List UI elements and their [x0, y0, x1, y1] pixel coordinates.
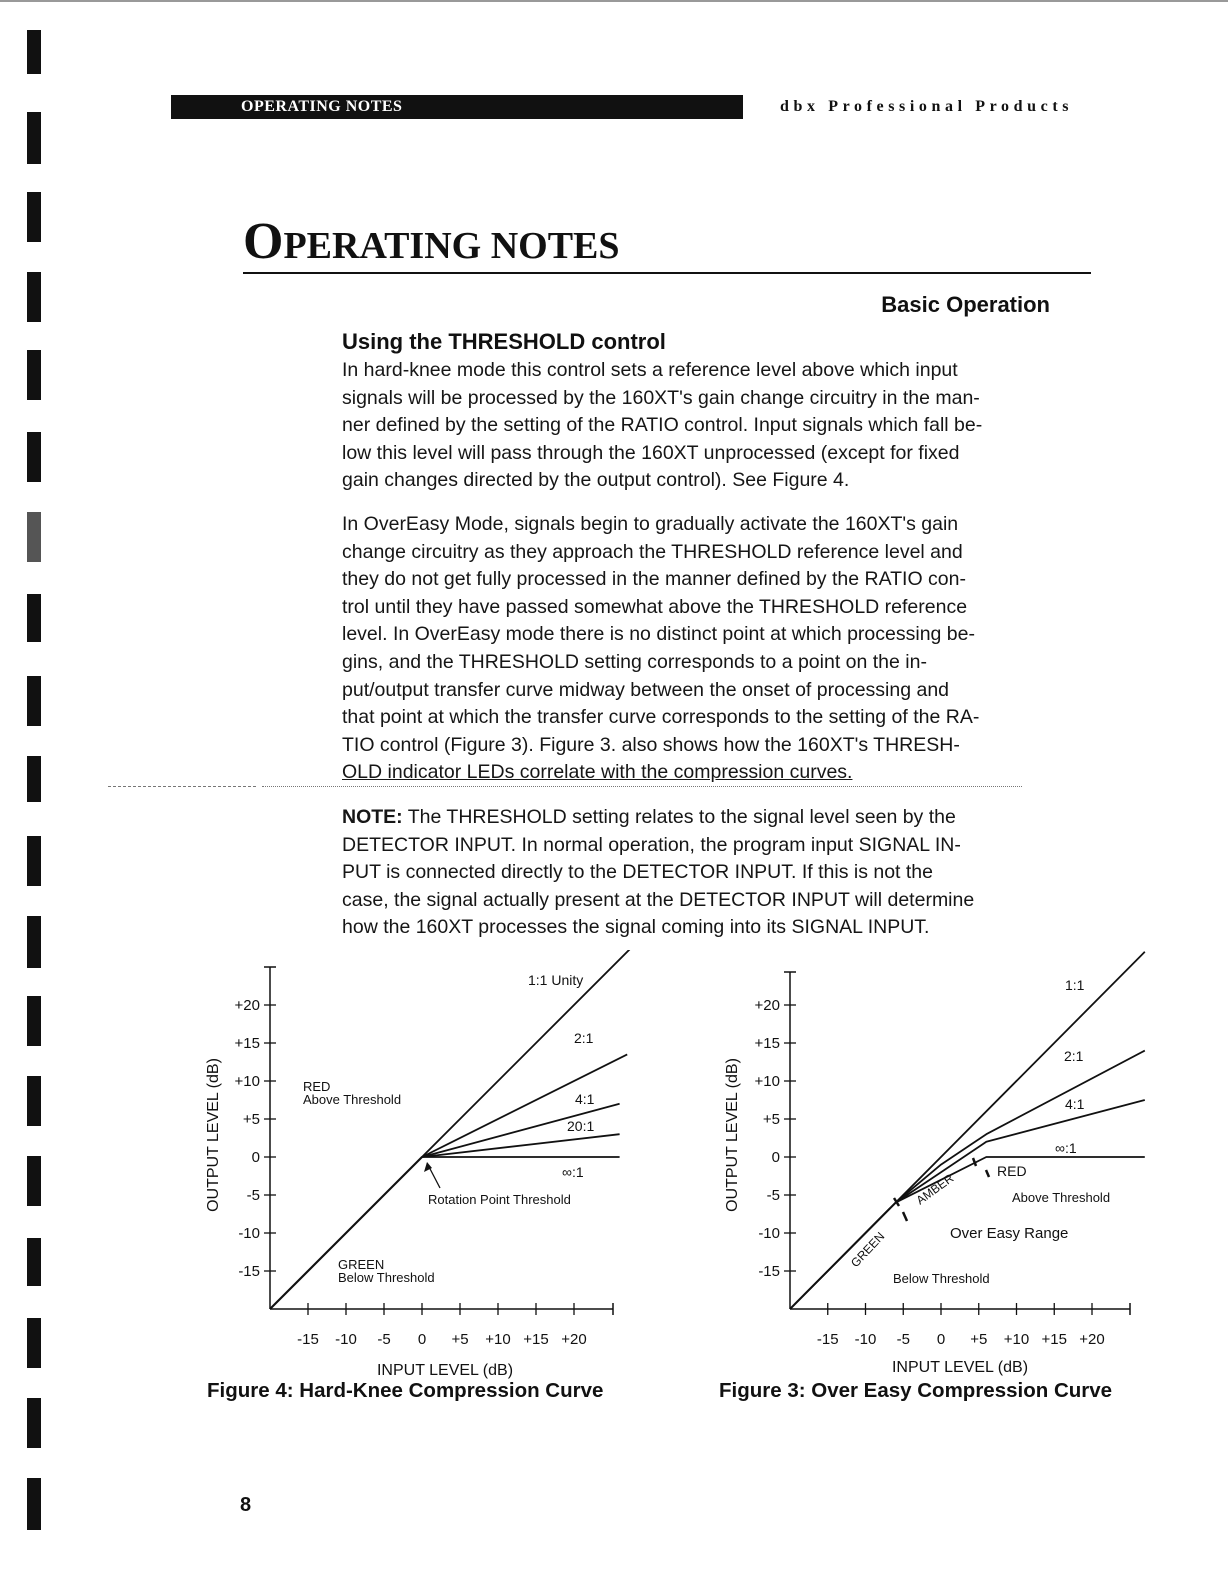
- figure-3-y-label: OUTPUT LEVEL (dB): [724, 1058, 741, 1212]
- x-tick-label: +15: [1041, 1331, 1067, 1348]
- x-tick-label: +20: [1079, 1331, 1105, 1348]
- binder-mark: [27, 1156, 41, 1206]
- binder-mark: [27, 432, 41, 482]
- paragraph-line: In OverEasy Mode, signals begin to gradually activate the 160XT's gain: [342, 513, 959, 535]
- page-title-cap: O: [243, 213, 284, 270]
- x-tick-label: -5: [896, 1331, 910, 1348]
- x-tick-label: -5: [377, 1331, 391, 1348]
- y-tick-label: -5: [246, 1187, 260, 1204]
- led-tick: [903, 1212, 907, 1221]
- paragraph-line: PUT is connected directly to the DETECTOR INPUT. If this is not the: [342, 861, 933, 884]
- paragraph-line: case, the signal actually present at the DETECTOR INPUT will determine: [342, 888, 975, 911]
- binder-mark: [27, 1318, 41, 1368]
- paragraph-line: that point at which the transfer curve corresponds to the setting of the RA-: [342, 706, 980, 729]
- label-2-1: 2:1: [574, 1030, 594, 1046]
- paragraph-line: they do not get fully processed in the manner defined by the RATIO con-: [342, 568, 966, 591]
- scan-edge: [0, 0, 1228, 2]
- binder-mark: [27, 996, 41, 1046]
- label-red: RED: [303, 1079, 331, 1094]
- label-green: GREEN: [847, 1229, 888, 1271]
- y-tick-label: +10: [234, 1073, 260, 1090]
- binder-mark: [27, 836, 41, 886]
- y-tick-label: -10: [238, 1225, 260, 1242]
- figure-4-caption: Figure 4: Hard-Knee Compression Curve: [207, 1379, 604, 1402]
- x-tick-label: -15: [297, 1331, 319, 1348]
- y-tick-label: 0: [251, 1149, 260, 1166]
- paragraph-line: low this level will pass through the 160XT unprocessed (except for fixed: [342, 441, 960, 464]
- figure-4-chart: [195, 950, 645, 1382]
- binder-mark: [27, 756, 41, 802]
- paragraph-line: OLD indicator LEDs correlate with the compression curves.: [342, 761, 853, 784]
- x-tick-label: 0: [417, 1331, 427, 1348]
- paragraph-line: trol until they have passed somewhat above the THRESHOLD reference: [342, 595, 968, 618]
- paragraph-line: gins, and the THRESHOLD setting corresponds to a point on the in-: [342, 650, 927, 673]
- x-tick-label: +20: [561, 1331, 587, 1348]
- y-tick-label: -15: [238, 1263, 260, 1280]
- label-amber: AMBER: [913, 1171, 957, 1208]
- label-above-threshold: Above Threshold: [1012, 1190, 1111, 1205]
- label-20-1: 20:1: [567, 1118, 595, 1134]
- label-green: GREEN: [338, 1257, 385, 1272]
- y-tick-label: +10: [754, 1073, 780, 1090]
- brand-name: dbx Professional Products: [780, 98, 1074, 115]
- binder-mark: [27, 112, 41, 164]
- y-tick-label: -5: [766, 1187, 780, 1204]
- binder-mark: [27, 676, 41, 726]
- label-rotation-point: Rotation Point Threshold: [428, 1192, 571, 1207]
- x-tick-label: -10: [854, 1331, 877, 1348]
- page-title: [243, 213, 1091, 274]
- binder-mark: [27, 350, 41, 400]
- series-line: [270, 1134, 620, 1309]
- led-tick: [973, 1158, 976, 1166]
- label-above-threshold: Above Threshold: [303, 1092, 402, 1107]
- y-tick-label: +5: [242, 1111, 260, 1128]
- running-header-bar: [171, 95, 743, 119]
- figure-3-x-label: INPUT LEVEL (dB): [891, 1359, 1029, 1376]
- paragraph-line: DETECTOR INPUT. In normal operation, the program input SIGNAL IN-: [342, 833, 961, 856]
- y-tick-label: -10: [758, 1225, 780, 1242]
- x-tick-label: +5: [970, 1331, 988, 1348]
- binder-mark: [27, 916, 41, 968]
- paragraph-1: [342, 357, 1072, 495]
- y-tick-label: -15: [758, 1263, 780, 1280]
- paragraph-line: change circuitry as they approach the THRESHOLD reference level and: [342, 540, 963, 563]
- label-2-1: 2:1: [1064, 1048, 1084, 1064]
- label-inf-1: ∞:1: [562, 1164, 584, 1180]
- x-tick-label: +10: [485, 1331, 511, 1348]
- x-tick-label: +15: [523, 1331, 549, 1348]
- scan-dotted-line: [262, 786, 1022, 787]
- figure-4-x-label: INPUT LEVEL (dB): [376, 1362, 514, 1379]
- paragraph-2: [342, 511, 1072, 787]
- x-tick-label: -15: [816, 1331, 839, 1348]
- note-label: NOTE:: [342, 806, 403, 828]
- y-tick-label: +15: [754, 1035, 780, 1052]
- figure-3-caption: Figure 3: Over Easy Compression Curve: [719, 1379, 1113, 1402]
- label-below-threshold: Below Threshold: [338, 1270, 435, 1285]
- label-below-threshold: Below Threshold: [893, 1271, 990, 1286]
- binder-mark: [27, 192, 41, 242]
- paragraph-line: The THRESHOLD setting relates to the signal level seen by the: [402, 806, 956, 828]
- binder-mark: [27, 512, 41, 562]
- label-4-1: 4:1: [1065, 1096, 1085, 1112]
- label-inf-1: ∞:1: [1055, 1140, 1077, 1156]
- x-tick-label: -10: [335, 1331, 357, 1348]
- figure-4-annotations: [205, 972, 595, 1379]
- figure-3-lines: [790, 952, 1145, 1309]
- y-tick-label: +5: [762, 1111, 780, 1128]
- y-tick-label: +20: [234, 997, 260, 1014]
- paragraph-line: TIO control (Figure 3). Figure 3. also shows how the 160XT's THRESH-: [342, 733, 960, 756]
- paragraph-line: gain changes directed by the output control). See Figure 4.: [342, 469, 850, 492]
- scan-dotted-line: [108, 786, 256, 787]
- figure-3-annotations: [724, 977, 1110, 1376]
- paragraph-line: In hard-knee mode this control sets a reference level above which input: [342, 359, 958, 381]
- y-tick-label: 0: [771, 1149, 780, 1166]
- binder-mark: [27, 1076, 41, 1126]
- label-1-1: 1:1: [1065, 977, 1085, 993]
- led-tick: [986, 1170, 989, 1177]
- note-paragraph: [342, 804, 1072, 942]
- paragraph-line: level. In OverEasy mode there is no distinct point at which processing be-: [342, 623, 975, 646]
- binder-mark: [27, 1478, 41, 1530]
- section-heading: Basic Operation: [881, 292, 1050, 317]
- binder-mark: [27, 272, 41, 322]
- running-header-label: OPERATING NOTES: [241, 98, 403, 115]
- paragraph-line: ner defined by the setting of the RATIO control. Input signals which fall be-: [342, 414, 983, 437]
- page-number: 8: [240, 1494, 252, 1516]
- binder-mark: [27, 594, 41, 642]
- paragraph-line: signals will be processed by the 160XT's gain change circuitry in the man-: [342, 386, 980, 409]
- label-unity: 1:1 Unity: [528, 972, 584, 988]
- x-tick-label: 0: [936, 1331, 946, 1348]
- page-title-rest: PERATING NOTES: [283, 225, 620, 267]
- x-tick-label: +5: [451, 1331, 469, 1348]
- figure-3-axes: [755, 972, 1130, 1348]
- figure-4-y-label: OUTPUT LEVEL (dB): [205, 1058, 222, 1212]
- label-over-easy-range: Over Easy Range: [950, 1225, 1069, 1242]
- subheading: Using the THRESHOLD control: [342, 329, 666, 354]
- y-tick-label: +20: [754, 997, 780, 1014]
- binder-mark: [27, 1238, 41, 1286]
- paragraph-line: put/output transfer curve midway between the onset of processing and: [342, 678, 950, 701]
- label-red: RED: [997, 1163, 1027, 1179]
- x-tick-label: +10: [1003, 1331, 1030, 1348]
- y-tick-label: +15: [234, 1035, 260, 1052]
- paragraph-line: how the 160XT processes the signal coming into its SIGNAL INPUT.: [342, 916, 930, 939]
- label-4-1: 4:1: [575, 1091, 595, 1107]
- binder-mark: [27, 30, 41, 74]
- figure-3-chart: [715, 945, 1155, 1382]
- binder-mark: [27, 1398, 41, 1448]
